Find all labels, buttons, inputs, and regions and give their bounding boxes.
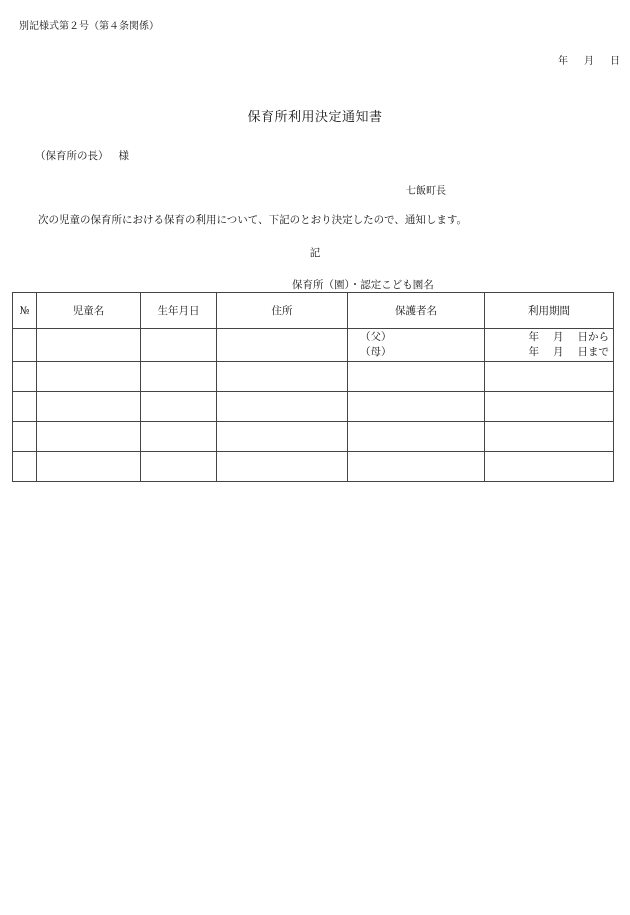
table-header-row [13,293,614,329]
header-child-name: 児童名 [37,293,141,329]
table-row [13,422,614,452]
cell-child-name [37,362,141,392]
form-reference: 別記様式第２号（第４条関係） [19,21,159,32]
cell-child-name [37,329,141,362]
cell-child-name [37,422,141,452]
cell-period [485,329,614,362]
cell-address [217,452,348,482]
header-address: 住所 [217,293,348,329]
cell-child-name [37,452,141,482]
cell-no [13,362,37,392]
header-birth-date: 生年月日 [141,293,217,329]
cell-birth-date [141,422,217,452]
cell-birth-date [141,452,217,482]
guardian-mother-label: （母） [360,346,392,358]
ki-marker: 記 [309,247,321,259]
table-row [13,362,614,392]
cell-address [217,329,348,362]
cell-period [485,362,614,392]
date-month-label: 月 [584,56,594,67]
period-to-year: 年 [528,346,539,358]
cell-birth-date [141,392,217,422]
issuer: 七飯町長 [406,186,446,197]
date-day-label: 日 [610,56,620,67]
period-to-suffix: 日まで [577,346,609,358]
addressee-honorific: 様 [118,150,129,162]
cell-no [13,452,37,482]
cell-birth-date [141,362,217,392]
cell-guardian [348,452,485,482]
addressee [35,148,129,163]
period-from-line [485,330,609,345]
period-from-month: 月 [553,331,564,343]
cell-address [217,362,348,392]
date-line [558,52,620,67]
table-row [13,452,614,482]
cell-birth-date [141,329,217,362]
cell-guardian [348,362,485,392]
cell-child-name [37,392,141,422]
cell-no [13,329,37,362]
cell-guardian [348,392,485,422]
notice-body-text: 次の児童の保育所における保育の利用について、下記のとおり決定したので、通知します。 [38,214,468,226]
date-year-label: 年 [558,56,568,67]
guardian-father-label: （父） [360,331,392,343]
cell-no [13,392,37,422]
cell-address [217,392,348,422]
document-title: 保育所利用決定通知書 [247,110,383,125]
table-row [13,329,614,362]
header-period: 利用期間 [485,293,614,329]
table-row [13,392,614,422]
cell-period [485,452,614,482]
cell-period [485,422,614,452]
period-from-year: 年 [528,331,539,343]
cell-guardian [348,329,485,362]
addressee-name: （保育所の長） [35,150,109,162]
facility-name-label: 保育所（園）・認定こども園名 [292,279,434,291]
cell-guardian [348,422,485,452]
period-from-suffix: 日から [577,331,609,343]
cell-no [13,422,37,452]
children-table [12,292,614,482]
header-guardian: 保護者名 [348,293,485,329]
period-to-line [485,345,609,360]
cell-period [485,392,614,422]
header-no: № [13,293,37,329]
cell-address [217,422,348,452]
period-to-month: 月 [553,346,564,358]
